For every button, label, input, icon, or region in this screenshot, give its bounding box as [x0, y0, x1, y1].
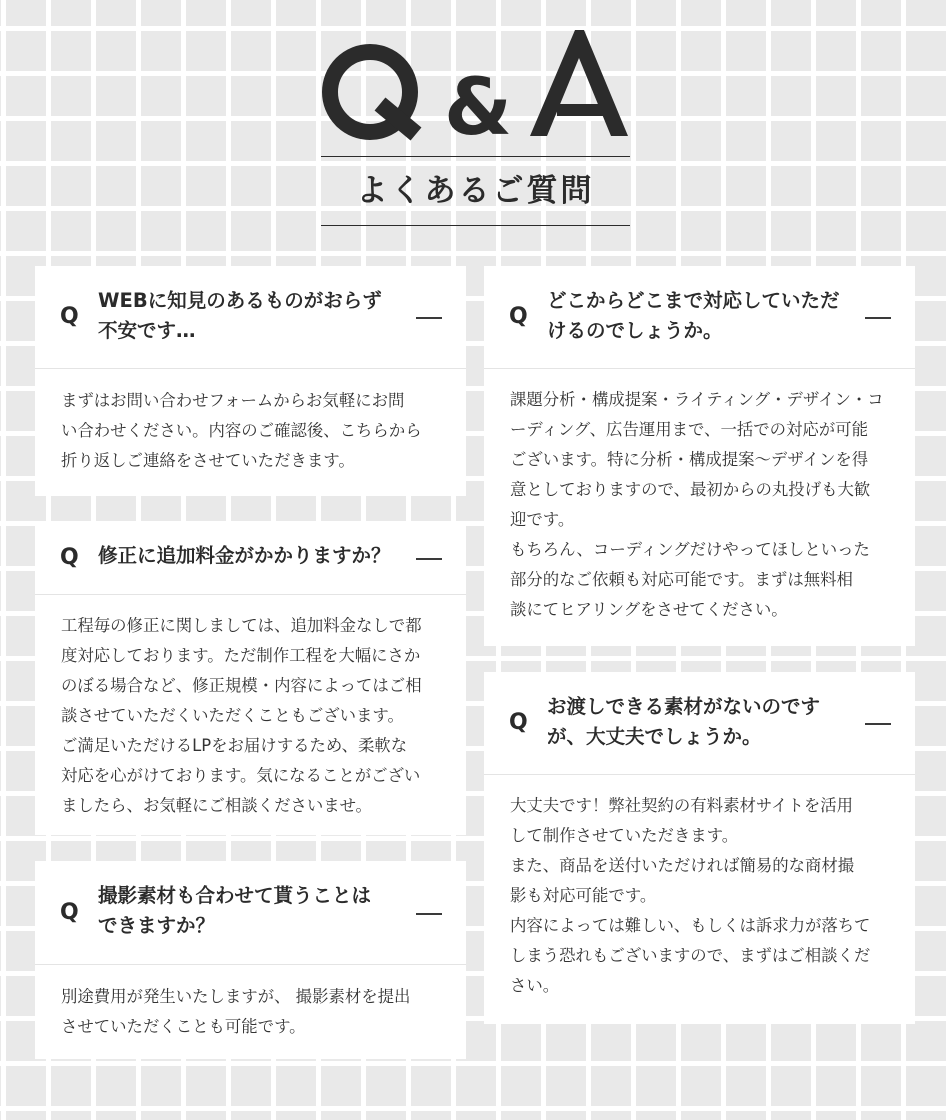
collapse-icon[interactable] [416, 558, 442, 560]
page-subtitle: よくあるご質問 [356, 173, 595, 209]
faq-question: WEBに知見のあるものがおらず 不安です… [98, 289, 382, 342]
svg-text:&: & [443, 63, 513, 144]
answer-line: 部分的なご依頼も対応可能です。まずは無料相 [510, 570, 853, 589]
faq-question: どこからどこまで対応していただ けるのでしょうか。 [547, 289, 840, 342]
answer-line: ご満足いただけるLPをお届けするため、柔軟な [61, 736, 408, 755]
answer-line: い合わせください。内容のご確認後、こちらから [61, 421, 422, 440]
faq-answer [510, 385, 895, 625]
q-mark: Q [509, 710, 528, 735]
qa-logo [322, 28, 628, 144]
answer-line: 別途費用が発生いたしますが、 撮影素材を提出 [61, 987, 411, 1006]
answer-line: もちろん、コーディングだけやってほしといった [510, 540, 870, 559]
answer-line: 工程毎の修正に関しましては、追加料金なしで都 [61, 616, 422, 635]
answer-line: 課題分析・構成提案・ライティング・デザイン・コ [510, 390, 884, 409]
faq-answer [510, 791, 895, 1001]
answer-line: して制作させていただきます。 [510, 826, 739, 845]
answer-line: ございます。特に分析・構成提案〜デザインを得 [510, 450, 869, 469]
q-mark: Q [60, 899, 79, 925]
answer-line: さい。 [510, 976, 560, 995]
faq-card [484, 266, 915, 646]
answer-line: 折り返しご連絡をさせていただきます。 [61, 451, 355, 470]
page-header [0, 0, 950, 240]
title-rule-top [321, 156, 630, 157]
faq-card [35, 861, 466, 1059]
q-mark: Q [60, 304, 79, 329]
answer-line: させていただくことも可能です。 [61, 1017, 306, 1036]
faq-card [35, 521, 466, 835]
faq-question-header[interactable] [35, 266, 466, 369]
faq-question: 撮影素材も合わせて貰うことは できますか？ [98, 884, 372, 937]
faq-card [35, 266, 466, 496]
answer-line: ーディング、広告運用まで、一括での対応が可能 [510, 420, 868, 439]
answer-line: 対応を心がけております。気になることがござい [61, 766, 421, 785]
faq-answer [61, 982, 446, 1042]
collapse-icon[interactable] [865, 317, 891, 319]
answer-line: ましたら、お気軽にご相談くださいませ。 [61, 796, 372, 815]
faq-question-header[interactable] [484, 266, 915, 369]
answer-line: 度対応しております。ただ制作工程を大幅にさか [61, 646, 421, 665]
faq-answer [61, 611, 446, 821]
answer-line: 意としておりますので、最初からの丸投げも大歓 [510, 480, 871, 499]
faq-question-header[interactable] [35, 521, 466, 595]
faq-answer [61, 386, 446, 476]
collapse-icon[interactable] [865, 723, 891, 725]
faq-card [484, 672, 915, 1024]
answer-line: 迎です。 [510, 510, 575, 529]
faq-question-header[interactable] [35, 861, 466, 965]
faq-question: お渡しできる素材がないのです が、大丈夫でしょうか。 [547, 695, 821, 748]
answer-line: また、商品を送付いただければ簡易的な商材撮 [510, 856, 855, 875]
title-rule-bottom [321, 225, 630, 226]
answer-line: 談させていただくいただくこともございます。 [61, 706, 404, 725]
faq-question-header[interactable] [484, 672, 915, 775]
faq-question: 修正に追加料金がかかりますか？ [98, 544, 391, 567]
answer-line: 大丈夫です！弊社契約の有料素材サイトを活用 [510, 796, 854, 815]
answer-line: まずはお問い合わせフォームからお気軽にお問 [61, 391, 405, 410]
collapse-icon[interactable] [416, 913, 442, 915]
answer-line: 談にてヒアリングをさせてください。 [510, 600, 788, 619]
answer-line: 影も対応可能です。 [510, 886, 657, 905]
answer-line: のぼる場合など、修正規模・内容によってはご相 [61, 676, 422, 695]
q-mark: Q [60, 544, 79, 570]
collapse-icon[interactable] [416, 317, 442, 319]
answer-line: しまう恐れもございますので、まずはご相談くだ [510, 946, 871, 965]
q-mark: Q [509, 304, 528, 329]
answer-line: 内容によっては難しい、もしくは訴求力が落ちて [510, 916, 871, 935]
